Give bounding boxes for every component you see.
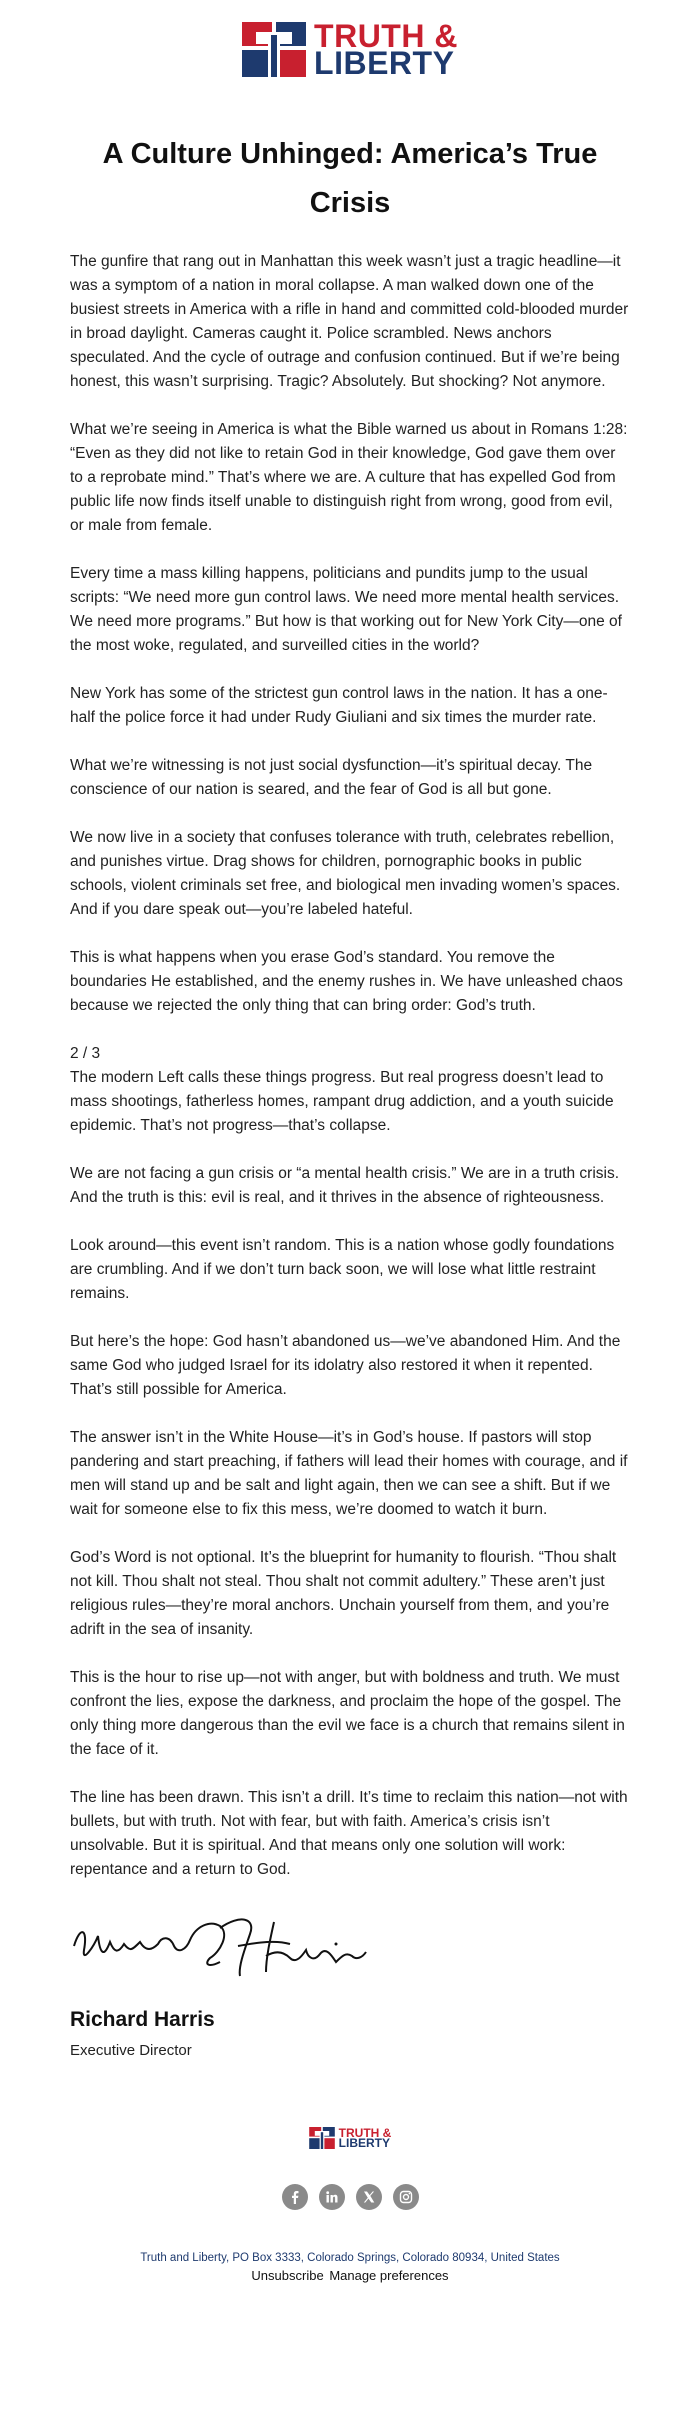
handwritten-signature (70, 1906, 400, 1986)
paragraph: But here’s the hope: God hasn’t abandoned us—we’ve abandoned Him. And the same God who judged Israel for its idolatry also restored it when it repented. That’s still possible for America. (70, 1333, 621, 1398)
linkedin-icon[interactable] (319, 2184, 345, 2210)
paragraph: Look around—this event isn’t random. This is a nation whose godly foundations are crumbling. And if we don’t turn back soon, we will lose what little restraint remains. (70, 1237, 615, 1302)
paragraph: What we’re witnessing is not just social dysfunction—it’s spiritual decay. The conscience of our nation is seared, and the fear of God is all but gone. (70, 757, 593, 798)
email-header (0, 0, 700, 82)
logo-text-line2: LIBERTY (314, 44, 455, 81)
footer-links (0, 2268, 700, 2283)
paragraph: This is the hour to rise up—not with anger, but with boldness and truth. We must confront the lies, expose the darkness, and proclaim the hope of the gospel. The only thing more dangerous than the evil we face is a church that remains silent in the face of it. (70, 1669, 625, 1758)
article-title: A Culture Unhinged: America’s True Crisis (102, 138, 598, 219)
logo-text-line1: TRUTH & (314, 17, 458, 54)
paragraph: The line has been drawn. This isn’t a drill. It’s time to reclaim this nation—not with bullets, but with truth. Not with fear, but with faith. America’s crisis isn’t unsolvable. But it is spiritual. And that means only one solution will work: repentance and a return to God. (70, 1789, 628, 1878)
logo-mark-icon (242, 22, 306, 77)
signer-name: Richard Harris (70, 2008, 215, 2031)
manage-preferences-link[interactable]: Manage preferences (329, 2268, 449, 2283)
brand-logo[interactable] (242, 17, 458, 81)
paragraph: We now live in a society that confuses tolerance with truth, celebrates rebellion, and punishes virtue. Drag shows for children, pornographic books in public schools, violent criminals set free, and biological men invading women’s spaces. And if you dare speak out—you’re labeled hateful. (70, 829, 621, 918)
paragraph: Every time a mass killing happens, politicians and pundits jump to the usual scripts: “We need more gun control laws. We need more mental health services. We need more programs.” But how is that working out for New York City—one of the most woke, regulated, and surveilled cities in the world? (70, 565, 622, 654)
unsubscribe-link[interactable]: Unsubscribe (251, 2268, 324, 2283)
footer-address: Truth and Liberty, PO Box 3333, Colorado Springs, Colorado 80934, United States (140, 2252, 560, 2264)
facebook-icon[interactable] (282, 2184, 308, 2210)
signer-role: Executive Director (70, 2042, 192, 2059)
paragraph: We are not facing a gun crisis or “a mental health crisis.” We are in a truth crisis. And the truth is this: evil is real, and it thrives in the absence of righteousness. (70, 1165, 620, 1206)
x-icon[interactable] (356, 2184, 382, 2210)
paragraph: The gunfire that rang out in Manhattan this week wasn’t just a tragic headline—it was a symptom of a nation in moral collapse. A man walked down one of the busiest streets in America with a rifle in hand and committed cold-blooded murder in broad daylight. Cameras caught it. Police scrambled. News anchors speculated. And the cycle of outrage and confusion continued. But if we’re being honest, this wasn’t surprising. Tragic? Absolutely. But shocking? Not anymore. (70, 253, 629, 390)
paragraph: The modern Left calls these things progress. But real progress doesn’t lead to mass shootings, fatherless homes, rampant drug addiction, and a youth suicide epidemic. That’s not progress—that’s collapse. (70, 1069, 614, 1134)
paragraph: The answer isn’t in the White House—it’s in God’s house. If pastors will stop pandering and start preaching, if fathers will lead their homes with courage, and if men will stand up and be salt and light again, then we can see a shift. But if we wait for someone else to fix this mess, we’re doomed to watch it burn. (70, 1429, 628, 1518)
paragraph: This is what happens when you erase God’s standard. You remove the boundaries He established, and the enemy rushes in. We have unleashed chaos because we rejected the only thing that can bring order: God’s truth. (70, 949, 623, 1014)
footer-logo-line1: TRUTH & (338, 2126, 392, 2140)
footer-logo-line2: LIBERTY (338, 2136, 390, 2150)
article-body (0, 250, 700, 1882)
page-marker: 2 / 3 (70, 1045, 101, 1062)
footer-logo[interactable] (309, 2127, 392, 2149)
paragraph: What we’re seeing in America is what the Bible warned us about in Romans 1:28: “Even as they did not like to retain God in their knowledge, God gave them over to a reprobate mind.” That’s where we are. A culture that has expelled God from public life now finds itself unable to distinguish right from wrong, good from evil, or male from female. (70, 421, 628, 534)
email-footer (0, 2127, 700, 2283)
social-links (0, 2184, 700, 2210)
paragraph: New York has some of the strictest gun control laws in the nation. It has a one-half the police force it had under Rudy Giuliani and six times the murder rate. (70, 685, 608, 726)
instagram-icon[interactable] (393, 2184, 419, 2210)
paragraph: God’s Word is not optional. It’s the blueprint for humanity to flourish. “Thou shalt not kill. Thou shalt not steal. Thou shalt not commit adultery.” These aren’t just religious rules—they’re moral anchors. Unchain yourself from them, and you’re adrift in the sea of insanity. (70, 1549, 617, 1638)
footer-logo-mark-icon (309, 2127, 335, 2149)
